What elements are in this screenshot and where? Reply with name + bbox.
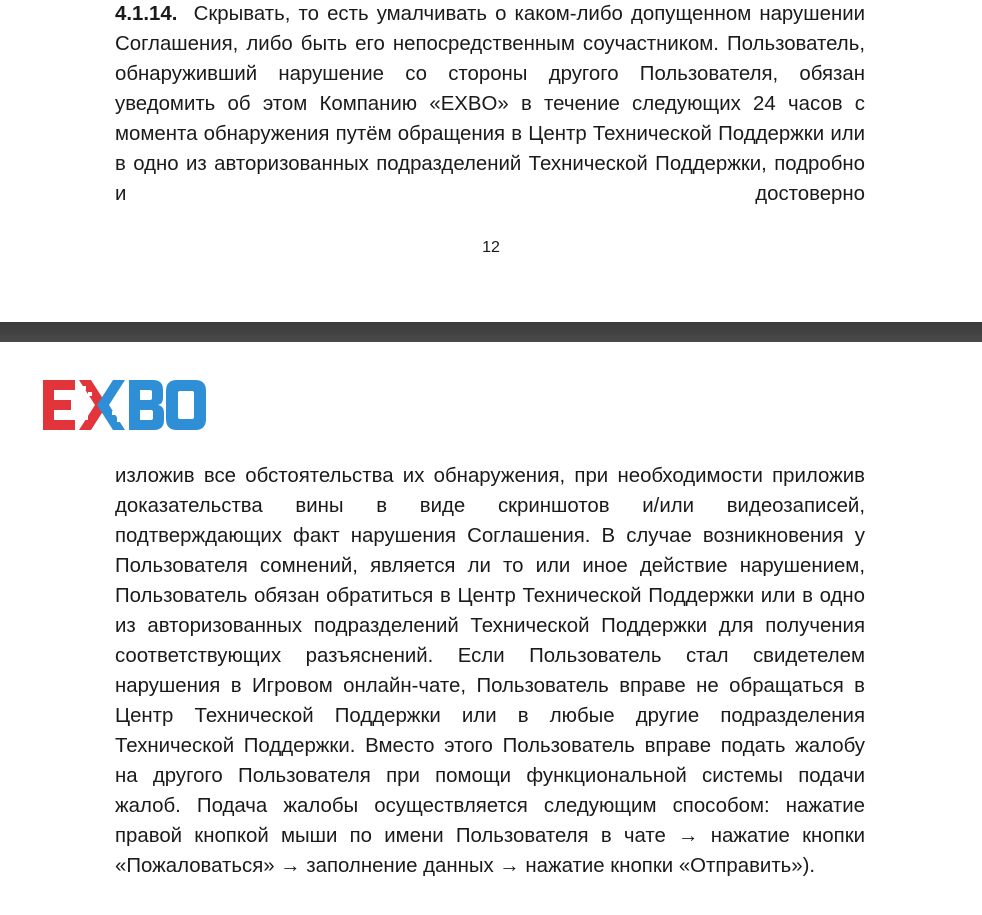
clause-number: 4.1.14.	[115, 3, 178, 25]
logo-letter-x	[79, 380, 125, 430]
exbo-logo	[43, 378, 206, 432]
logo-letter-e	[43, 380, 75, 430]
page-separator	[0, 322, 982, 342]
clause-4-1-14	[115, 0, 865, 209]
clause-text: Скрывать, то есть умалчивать о каком-либо допущенном нарушении Соглашения, либо быть его непосредственным соучастником. Пользователь, обнаруживший нарушение со стороны другого Пользователя, обязан уведомить об этом Компанию «EXBO» в течение следующих 24 часов с момента обнаружения путём обращения в Центр Технической Поддержки или в одно из авторизованных подразделений Технической Поддержки, подробно и достоверно	[115, 3, 865, 205]
logo-letter-b	[129, 380, 164, 430]
page-number: 12	[482, 239, 500, 256]
continuation-paragraph: изложив все обстоятельства их обнаружения, при необходимости приложив доказательства вины в виде скриншотов и/или видеозаписей, подтверждающих факт нарушения Соглашения. В случае возникновения у Пользователя сомнений, является ли то или иное действие нарушением, Пользователь обязан обратиться в Центр Технической Поддержки или в одно из авторизованных подразделений Технической Поддержки для получения соответствующих разъяснений. Если Пользователь стал свидетелем нарушения в Игровом онлайн-чате, Пользователь вправе не обращаться в Центр Технической Поддержки или в любые другие подразделения Технической Поддержки. Вместо этого Пользователь вправе подать жалобу на другого Пользователя при помощи функциональной системы подачи жалоб. Подача жалобы осуществляется следующим способом: нажатие правой кнопкой мыши по имени Пользователя в чате → нажатие кнопки «Пожаловаться» → заполнение данных → нажатие кнопки «Отправить»).	[115, 465, 865, 877]
logo-letter-o	[166, 380, 206, 430]
